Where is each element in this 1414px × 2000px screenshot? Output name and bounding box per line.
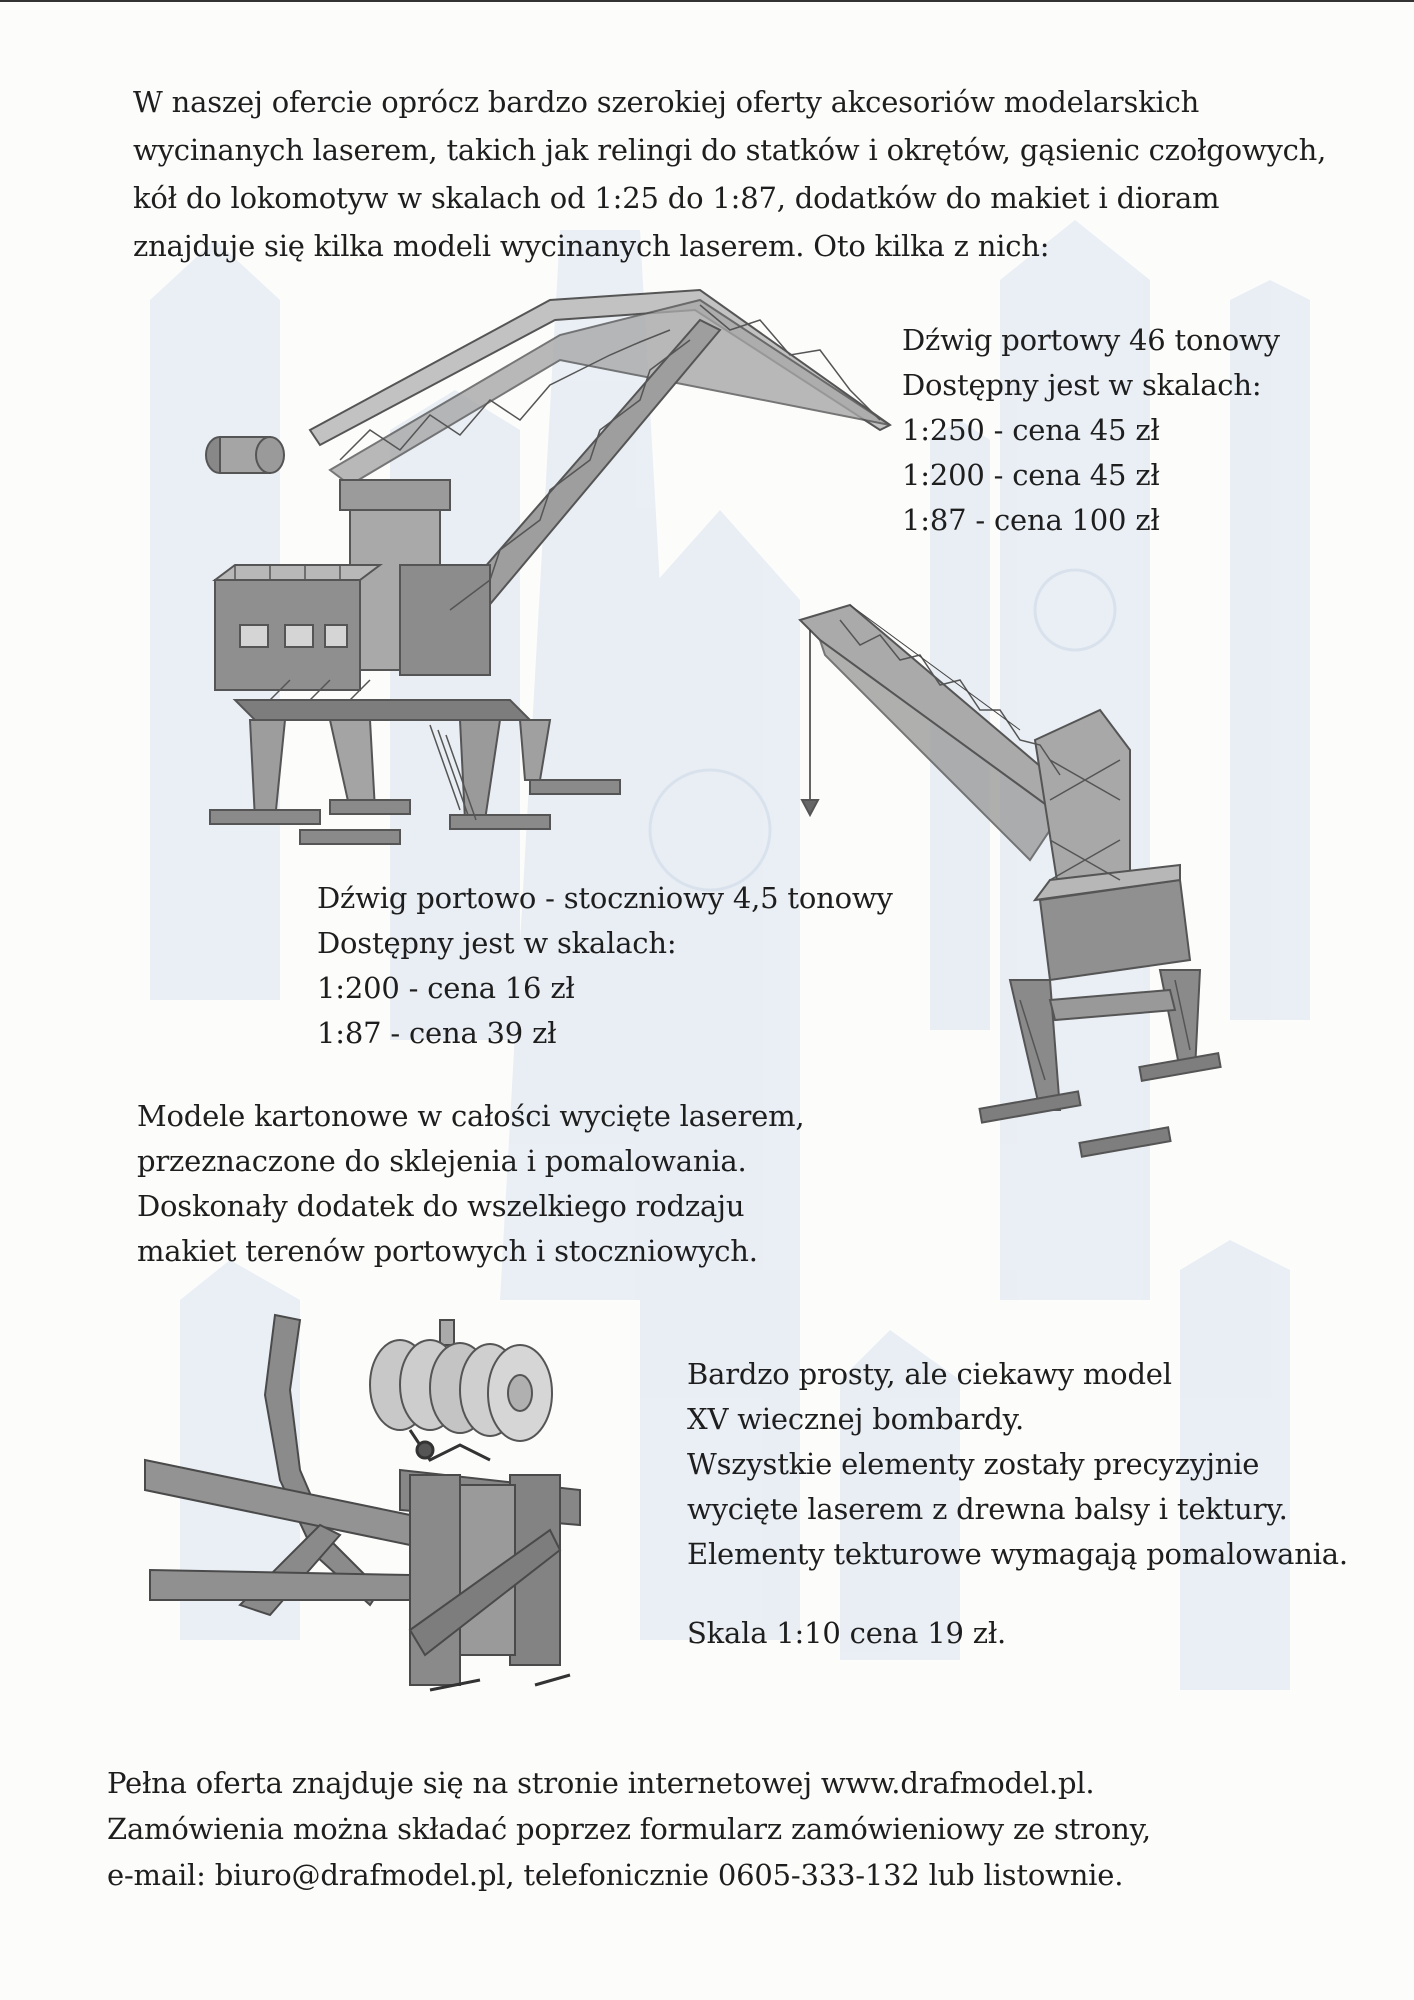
crane-large-price: 1:250 - cena 45 zł	[902, 413, 1160, 447]
footer-line: Pełna oferta znajduje się na stronie internetowej www.drafmodel.pl.	[107, 1766, 1095, 1800]
intro-line: kół do lokomotyw w skalach od 1:25 do 1:87, dodatków do makiet i dioram	[133, 181, 1220, 215]
bombard-line: Elementy tekturowe wymagają pomalowania.	[687, 1537, 1348, 1571]
intro-paragraph	[133, 78, 1326, 270]
description-line: makiet terenów portowych i stoczniowych.	[137, 1234, 758, 1268]
description-line: przeznaczone do sklejenia i pomalowania.	[137, 1144, 747, 1178]
crane-large-scales-label: Dostępny jest w skalach:	[902, 368, 1262, 402]
crane-large-price: 1:200 - cena 45 zł	[902, 458, 1160, 492]
description-line: Doskonały dodatek do wszelkiego rodzaju	[137, 1189, 745, 1223]
intro-line: W naszej ofercie oprócz bardzo szerokiej oferty akcesoriów modelarskich	[133, 85, 1200, 119]
crane-small-info	[317, 876, 893, 1056]
crane-large-info	[902, 318, 1280, 543]
models-description	[137, 1094, 804, 1274]
crane-small-price: 1:87 - cena 39 zł	[317, 1016, 557, 1050]
crane-small-price: 1:200 - cena 16 zł	[317, 971, 575, 1005]
bombard-scale-price: Skala 1:10 cena 19 zł.	[687, 1616, 1007, 1650]
crane-large-title: Dźwig portowy 46 tonowy	[902, 323, 1280, 357]
footer-line: Zamówienia można składać poprzez formularz zamówieniowy ze strony,	[107, 1812, 1151, 1846]
footer-contact	[107, 1760, 1151, 1898]
intro-line: znajduje się kilka modeli wycinanych laserem. Oto kilka z nich:	[133, 229, 1050, 263]
bombard-line: Bardzo prosty, ale ciekawy model	[687, 1357, 1172, 1391]
description-line: Modele kartonowe w całości wycięte laserem,	[137, 1099, 805, 1133]
bombard-line: wycięte laserem z drewna balsy i tektury.	[687, 1492, 1288, 1526]
crane-small-scales-label: Dostępny jest w skalach:	[317, 926, 677, 960]
crane-small-title: Dźwig portowo - stoczniowy 4,5 tonowy	[317, 881, 893, 915]
footer-line: e-mail: biuro@drafmodel.pl, telefonicznie 0605-333-132 lub listownie.	[107, 1858, 1124, 1892]
intro-line: wycinanych laserem, takich jak relingi do statków i okrętów, gąsienic czołgowych,	[133, 133, 1327, 167]
bombard-info	[687, 1352, 1348, 1656]
crane-large-price: 1:87 - cena 100 zł	[902, 503, 1160, 537]
bombard-line: XV wiecznej bombardy.	[687, 1402, 1024, 1436]
bombard-illustration	[140, 1310, 600, 1700]
bombard-line: Wszystkie elementy zostały precyzyjnie	[687, 1447, 1260, 1481]
